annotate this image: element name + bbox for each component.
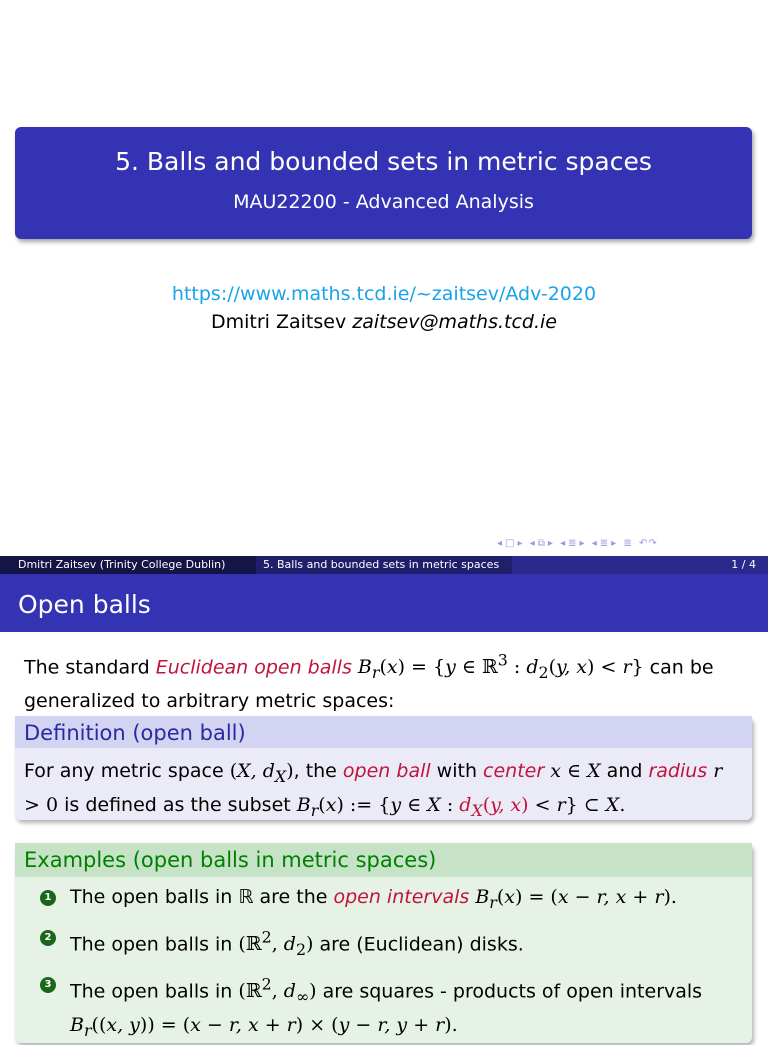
- def-formula-ball: $B_r(x)$ := {y ∈ X : $d_X(y$, x) < r} ⊂ X.: [296, 793, 626, 820]
- def-formula-center: x ∈ X: [550, 760, 601, 782]
- def-emphasis-open-ball: open ball: [342, 760, 431, 782]
- def-text-3: with: [430, 760, 484, 782]
- item3-text: The open balls in: [70, 980, 239, 1003]
- nav-prev-section-icon[interactable]: ◂: [560, 538, 567, 549]
- slide-footer: [0, 556, 768, 574]
- intro-emphasis: Euclidean open balls: [155, 656, 352, 679]
- nav-prev-slide-icon[interactable]: ◂: [529, 538, 536, 549]
- item3-text-rest: are squares - products of open intervals: [316, 980, 703, 1003]
- nav-next-slide-icon[interactable]: ▸: [547, 538, 554, 549]
- nav-outline-icon[interactable]: ≣: [623, 538, 633, 549]
- footer-page-number: 1 / 4: [512, 556, 768, 574]
- title-box: [15, 127, 752, 239]
- item1-formula: $B_r(x) = (x - r$, x + r).: [475, 886, 677, 912]
- nav-prev-frame-icon[interactable]: ◂: [497, 538, 504, 549]
- item-number-badge: 2: [40, 930, 56, 946]
- def-emphasis-center: center: [483, 760, 545, 782]
- item2-text-rest: are (Euclidean) disks.: [313, 933, 524, 956]
- definition-block: [15, 716, 752, 820]
- intro-text-2: can be generalized to arbitrary metric spaces:: [24, 656, 714, 713]
- footer-title: 5. Balls and bounded sets in metric spaces: [256, 556, 512, 574]
- nav-next-subsection-icon[interactable]: ▸: [611, 538, 618, 549]
- list-item: [24, 923, 743, 964]
- intro-paragraph: [24, 647, 744, 715]
- item1-text: The open balls in ℝ are the: [70, 886, 334, 908]
- author-line: [0, 311, 768, 333]
- item2-text: The open balls in: [70, 933, 239, 956]
- frame-title-bar: [0, 574, 768, 632]
- nav-next-section-icon[interactable]: ▸: [579, 538, 586, 549]
- frame-title: Open balls: [18, 590, 151, 619]
- item1-emphasis: open intervals: [333, 886, 470, 908]
- footer-author: Dmitri Zaitsev (Trinity College Dublin): [0, 556, 256, 574]
- def-text-5: is defined as the subset: [58, 793, 297, 816]
- list-item: [24, 883, 743, 917]
- nav-subsection-icon[interactable]: ≣: [599, 538, 610, 549]
- examples-title: Examples (open balls in metric spaces): [15, 843, 752, 877]
- nav-frame-icon[interactable]: □: [505, 538, 516, 549]
- nav-slide-icon[interactable]: ⧉: [537, 538, 546, 549]
- course-url-link[interactable]: https://www.maths.tcd.ie/~zaitsev/Adv-2020: [171, 283, 597, 305]
- intro-text-1: The standard: [24, 656, 156, 679]
- def-text-2: , the: [293, 760, 343, 782]
- def-formula-space: (X, $d_X$): [229, 760, 294, 786]
- author-email: zaitsev@maths.tcd.ie: [352, 311, 557, 333]
- nav-undo-search-icon[interactable]: ↶↷: [638, 538, 658, 549]
- author-name: Dmitri Zaitsev: [211, 311, 347, 333]
- slide-title: 5. Balls and bounded sets in metric spaces: [115, 147, 652, 176]
- definition-body: [15, 748, 752, 825]
- definition-title: Definition (open ball): [15, 716, 752, 748]
- examples-list: [15, 877, 752, 1045]
- beamer-navigation: [497, 538, 660, 549]
- intro-formula: $B_r(x) = \{y$ ∈ ℝ$^3$ : $d_2(y$, x) < r}: [357, 651, 644, 683]
- item3-formula: $B_r((x$, y)) = (x − r, x + r) × (y − r, y + r).: [70, 1014, 458, 1040]
- list-item: [24, 970, 743, 1045]
- def-formula-radius: r > 0: [24, 760, 723, 816]
- item2-formula: (ℝ$^2$, $d_2$): [238, 927, 314, 959]
- item-number-badge: 3: [40, 977, 56, 993]
- nav-prev-subsection-icon[interactable]: ◂: [591, 538, 598, 549]
- item3-formula-space: (ℝ$^2$, $d_\infty$): [238, 974, 317, 1007]
- nav-section-icon[interactable]: ≣: [568, 538, 578, 549]
- item-number-badge: 1: [40, 890, 56, 906]
- nav-next-frame-icon[interactable]: ▸: [517, 538, 524, 549]
- slide-subtitle: MAU22200 - Advanced Analysis: [233, 191, 534, 213]
- def-text-4: and: [600, 760, 649, 782]
- content-slide: [0, 556, 768, 1040]
- examples-block: [15, 843, 752, 1043]
- def-text-1: For any metric space: [24, 760, 230, 782]
- def-emphasis-radius: radius: [648, 760, 708, 782]
